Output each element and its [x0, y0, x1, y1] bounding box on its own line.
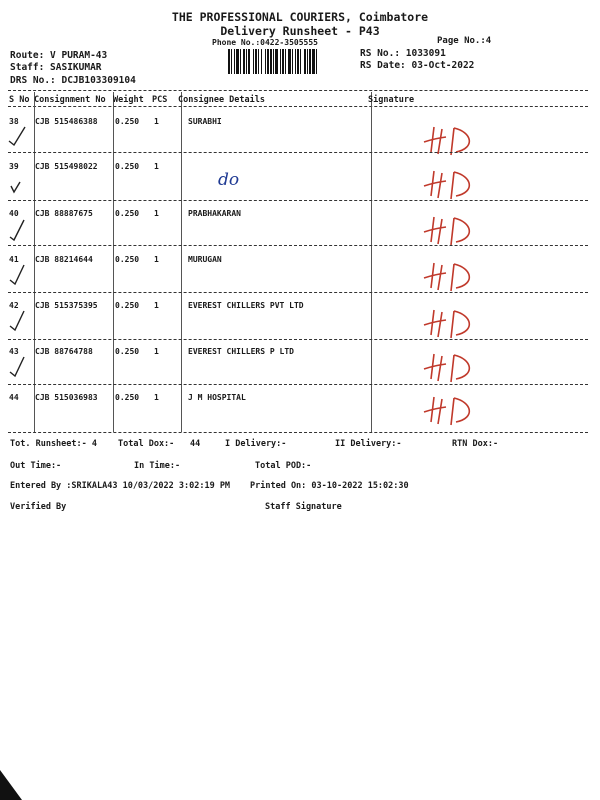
- barcode-bar: [312, 49, 315, 74]
- runsheet-title: Delivery Runsheet - P43: [220, 24, 380, 38]
- column-line: [181, 92, 182, 432]
- signature-mark: [420, 212, 520, 246]
- row-consignment: CJB 515036983: [35, 393, 98, 402]
- company-title: THE PROFESSIONAL COURIERS, Coimbatore: [171, 10, 429, 24]
- row-consignee: PRABHAKARAN: [188, 209, 241, 218]
- row-divider: [8, 245, 588, 246]
- route: Route: V PURAM-43: [10, 50, 108, 61]
- row-consignment: CJB 515498022: [35, 162, 98, 171]
- row-weight: 0.250: [115, 301, 140, 310]
- col-header-signature: Signature: [368, 95, 415, 105]
- barcode-bar: [253, 49, 254, 74]
- row-consignee: EVEREST CHILLERS P LTD: [188, 347, 294, 356]
- barcode-bar: [280, 49, 281, 74]
- row-divider: [8, 292, 588, 293]
- barcode-bar: [243, 49, 245, 74]
- row-weight: 0.250: [115, 393, 140, 402]
- rs-date: RS Date: 03-Oct-2022: [360, 60, 475, 71]
- row-weight: 0.250: [115, 347, 140, 356]
- barcode-bar: [292, 49, 293, 74]
- barcode-bar: [282, 49, 284, 74]
- check-mark: [6, 354, 28, 378]
- row-sno: 38: [9, 117, 19, 126]
- page-number: Page No.:4: [437, 36, 492, 46]
- barcode-bar: [297, 49, 299, 74]
- row-sno: 41: [9, 255, 19, 264]
- col-header-consignment: Consignment No: [34, 95, 106, 105]
- barcode-bar: [316, 49, 317, 74]
- signature-mark: [420, 305, 520, 339]
- drs-number: DRS No.: DCJB103309104: [10, 75, 136, 86]
- row-sno: 44: [9, 393, 19, 402]
- check-mark: [6, 124, 28, 148]
- rtn-dox: RTN Dox:-: [452, 439, 499, 449]
- printed-on: Printed On: 03-10-2022 15:02:30: [250, 481, 409, 491]
- col-header-consignee: Consignee Details: [178, 95, 265, 105]
- barcode-bar: [273, 49, 274, 74]
- barcode-bar: [248, 49, 250, 74]
- signature-mark: [420, 122, 520, 156]
- col-header-weight: Weight: [113, 95, 144, 105]
- row-divider: [8, 152, 588, 153]
- second-delivery: II Delivery:-: [335, 439, 402, 449]
- out-time: Out Time:-: [10, 461, 62, 471]
- check-mark: [6, 218, 28, 242]
- row-sno: 43: [9, 347, 19, 356]
- row-pcs: 1: [154, 347, 159, 356]
- divider: [8, 90, 588, 91]
- signature-mark: [420, 349, 520, 383]
- row-sno: 40: [9, 209, 19, 218]
- row-weight: 0.250: [115, 209, 140, 218]
- phone-number: Phone No.:0422-3505555: [212, 38, 318, 47]
- entered-by: Entered By :SRIKALA43 10/03/2022 3:02:19 PM: [10, 481, 231, 491]
- check-mark: [6, 308, 28, 332]
- barcode-bar: [236, 49, 239, 74]
- check-mark: [6, 172, 28, 196]
- row-pcs: 1: [154, 209, 159, 218]
- total-dox-value: 44: [190, 439, 201, 449]
- row-consignment: CJB 88887675: [35, 209, 93, 218]
- row-sno: 42: [9, 301, 19, 310]
- signature-mark: [420, 166, 520, 200]
- total-dox-label: Total Dox:-: [118, 439, 175, 449]
- row-weight: 0.250: [115, 255, 140, 264]
- total-runsheet: Tot. Runsheet:- 4: [10, 439, 97, 449]
- scan-edge: [0, 770, 22, 800]
- row-divider: [8, 200, 588, 201]
- barcode-bar: [246, 49, 247, 74]
- check-mark: [6, 262, 28, 286]
- row-consignee: MURUGAN: [188, 255, 222, 264]
- row-consignment: CJB 88214644: [35, 255, 93, 264]
- row-weight: 0.250: [115, 117, 140, 126]
- barcode-bar: [304, 49, 306, 74]
- staff: Staff: SASIKUMAR: [10, 62, 102, 73]
- ditto-note: do: [218, 170, 240, 190]
- row-divider: [8, 384, 588, 385]
- row-consignee: EVEREST CHILLERS PVT LTD: [188, 301, 304, 310]
- barcode-bar: [231, 49, 232, 74]
- signature-mark: [420, 258, 520, 292]
- first-delivery: I Delivery:-: [225, 439, 287, 449]
- total-pod: Total POD:-: [255, 461, 312, 471]
- barcode-bar: [295, 49, 296, 74]
- barcode-bar: [258, 49, 259, 74]
- col-header-pcs: PCS: [152, 95, 168, 105]
- column-line: [371, 92, 372, 432]
- barcode-bar: [288, 49, 291, 74]
- row-weight: 0.250: [115, 162, 140, 171]
- barcode-bar: [261, 49, 262, 74]
- row-consignment: CJB 88764788: [35, 347, 93, 356]
- row-pcs: 1: [154, 301, 159, 310]
- barcode-bar: [267, 49, 269, 74]
- verified-by: Verified By: [10, 502, 67, 512]
- row-sno: 39: [9, 162, 19, 171]
- barcode-bar: [265, 49, 266, 74]
- barcode: [228, 49, 354, 74]
- staff-signature: Staff Signature: [265, 502, 342, 512]
- row-pcs: 1: [154, 117, 159, 126]
- barcode-bar: [307, 49, 308, 74]
- row-pcs: 1: [154, 393, 159, 402]
- in-time: In Time:-: [134, 461, 181, 471]
- row-consignment: CJB 515375395: [35, 301, 98, 310]
- row-divider: [8, 339, 588, 340]
- table-bottom-divider: [8, 432, 588, 433]
- row-pcs: 1: [154, 255, 159, 264]
- barcode-bar: [285, 49, 286, 74]
- row-consignee: J M HOSPITAL: [188, 393, 246, 402]
- barcode-bar: [309, 49, 311, 74]
- barcode-bar: [228, 49, 230, 74]
- col-header-sno: S No: [9, 95, 30, 105]
- row-consignee: SURABHI: [188, 117, 222, 126]
- barcode-bar: [240, 49, 241, 74]
- barcode-bar: [255, 49, 257, 74]
- column-line: [113, 92, 114, 432]
- barcode-bar: [270, 49, 272, 74]
- divider: [8, 106, 588, 107]
- barcode-bar: [275, 49, 278, 74]
- rs-number: RS No.: 1033091: [360, 48, 446, 59]
- signature-mark: [420, 392, 520, 426]
- barcode-bar: [234, 49, 235, 74]
- row-consignment: CJB 515486388: [35, 117, 98, 126]
- barcode-bar: [300, 49, 301, 74]
- row-pcs: 1: [154, 162, 159, 171]
